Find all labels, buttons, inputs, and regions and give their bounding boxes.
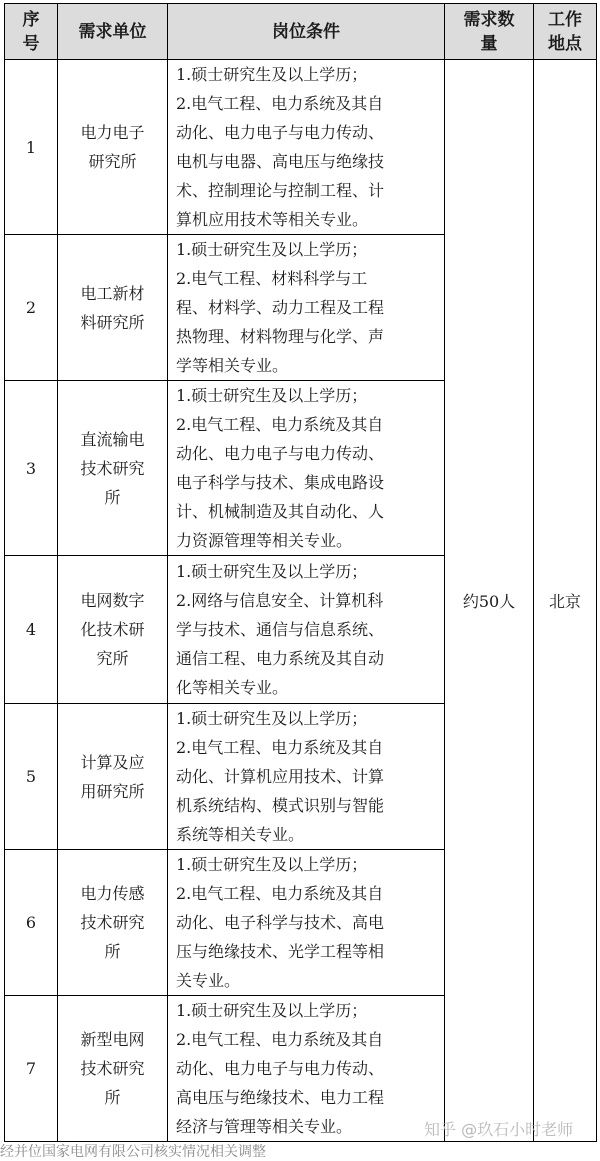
condition-line: 系统等相关专业。: [176, 825, 305, 844]
unit-name-line: 电力传感: [80, 884, 145, 903]
condition-line: 学与技术、通信与信息系统、: [176, 620, 385, 639]
condition-line: 1.硕士研究生及以上学历；: [176, 709, 368, 728]
unit-name-line: 用研究所: [80, 781, 145, 801]
quantity-cell: 约50人: [445, 60, 534, 1142]
unit-name-line: 直流输电: [80, 429, 145, 449]
watermark: 知乎 @玖石小时老师: [424, 1120, 574, 1139]
unit-name-line: 料研究所: [80, 312, 145, 332]
condition-line: 动化、电力电子与电力传动、: [176, 123, 385, 142]
condition-line: 关专业。: [176, 971, 241, 990]
condition-line: 力资源管理等相关专业。: [176, 531, 353, 550]
unit-name: [58, 60, 168, 235]
conditions-cell: [168, 704, 445, 850]
header-location: 工作 地点: [534, 4, 597, 60]
unit-name-line: 技术研究: [80, 458, 145, 478]
condition-line: 1.硕士研究生及以上学历；: [176, 1001, 368, 1020]
conditions-cell: [168, 235, 445, 381]
row-number: 6: [5, 850, 58, 996]
condition-line: 程、材料学、动力工程及工程: [176, 298, 385, 317]
condition-line: 经济与管理等相关专业。: [176, 1117, 353, 1136]
conditions-cell: [168, 850, 445, 996]
condition-line: 动化、电力电子与电力传动、: [176, 444, 385, 463]
footer-note: 经并位国家电网有限公司核实情况相关调整: [0, 1144, 266, 1160]
condition-line: 通信工程、电力系统及其自动: [176, 649, 385, 668]
condition-line: 2.电气工程、材料科学与工: [176, 269, 368, 288]
row-number: 1: [5, 60, 58, 235]
recruitment-table: [4, 3, 597, 1142]
unit-name-line: 究所: [96, 649, 129, 668]
conditions-cell: [168, 381, 445, 556]
unit-name: [58, 235, 168, 381]
condition-line: 1.硕士研究生及以上学历；: [176, 855, 368, 874]
unit-name: [58, 381, 168, 556]
unit-name: [58, 996, 168, 1142]
condition-line: 电子科学与技术、集成电路设: [176, 473, 385, 492]
unit-name: [58, 556, 168, 704]
row-number: 3: [5, 381, 58, 556]
table-row: [5, 60, 597, 235]
condition-line: 动化、电子科学与技术、高电: [176, 913, 385, 932]
unit-name-line: 所: [104, 1088, 121, 1107]
row-number: 4: [5, 556, 58, 704]
condition-line: 术、控制理论与控制工程、计: [176, 181, 385, 200]
condition-line: 化等相关专业。: [176, 678, 289, 697]
header-conditions: 岗位条件: [168, 4, 445, 60]
unit-name: [58, 850, 168, 996]
unit-name-line: 计算及应: [80, 752, 145, 772]
condition-line: 1.硕士研究生及以上学历；: [176, 562, 368, 581]
condition-line: 1.硕士研究生及以上学历；: [176, 386, 368, 405]
condition-line: 高电压与绝缘技术、电力工程: [176, 1088, 385, 1107]
condition-line: 机系统结构、模式识别与智能: [176, 796, 385, 815]
row-number: 7: [5, 996, 58, 1142]
conditions-cell: [168, 996, 445, 1142]
condition-line: 2.电气工程、电力系统及其自: [176, 738, 384, 757]
unit-name-line: 技术研究: [80, 1059, 145, 1078]
row-number: 5: [5, 704, 58, 850]
unit-name-line: 电工新材: [80, 283, 145, 303]
condition-line: 计、机械制造及其自动化、人: [176, 502, 385, 521]
condition-line: 2.电气工程、电力系统及其自: [176, 415, 384, 434]
condition-line: 2.电气工程、电力系统及其自: [176, 884, 384, 903]
condition-line: 热物理、材料物理与化学、声: [176, 327, 385, 346]
unit-name: [58, 704, 168, 850]
condition-line: 2.电气工程、电力系统及其自: [176, 94, 384, 113]
location-cell: 北京: [534, 60, 597, 1142]
conditions-cell: [168, 556, 445, 704]
unit-name-line: 电力电子: [80, 123, 145, 142]
condition-line: 算机应用技术等相关专业。: [176, 210, 369, 229]
unit-name-line: 电网数字: [80, 591, 145, 610]
condition-line: 动化、电力电子与电力传动、: [176, 1059, 385, 1078]
unit-name-line: 研究所: [88, 152, 137, 171]
header-row: [5, 4, 597, 60]
header-seq: 序 号: [5, 4, 58, 60]
condition-line: 学等相关专业。: [176, 356, 289, 375]
header-quantity: 需求数 量: [445, 4, 534, 60]
conditions-cell: [168, 60, 445, 235]
condition-line: 动化、计算机应用技术、计算: [176, 767, 385, 786]
condition-line: 压与绝缘技术、光学工程等相: [176, 942, 385, 961]
condition-line: 2.电气工程、电力系统及其自: [176, 1030, 384, 1049]
unit-name-line: 技术研究: [80, 913, 145, 932]
unit-name-line: 所: [104, 942, 121, 961]
unit-name-line: 化技术研: [80, 620, 145, 639]
header-unit: 需求单位: [58, 4, 168, 60]
condition-line: 1.硕士研究生及以上学历；: [176, 65, 368, 84]
condition-line: 电机与电器、高电压与绝缘技: [176, 152, 385, 171]
unit-name-line: 新型电网: [80, 1030, 145, 1049]
condition-line: 1.硕士研究生及以上学历；: [176, 240, 368, 259]
row-number: 2: [5, 235, 58, 381]
unit-name-line: 所: [104, 487, 121, 507]
condition-line: 2.网络与信息安全、计算机科: [176, 591, 384, 610]
